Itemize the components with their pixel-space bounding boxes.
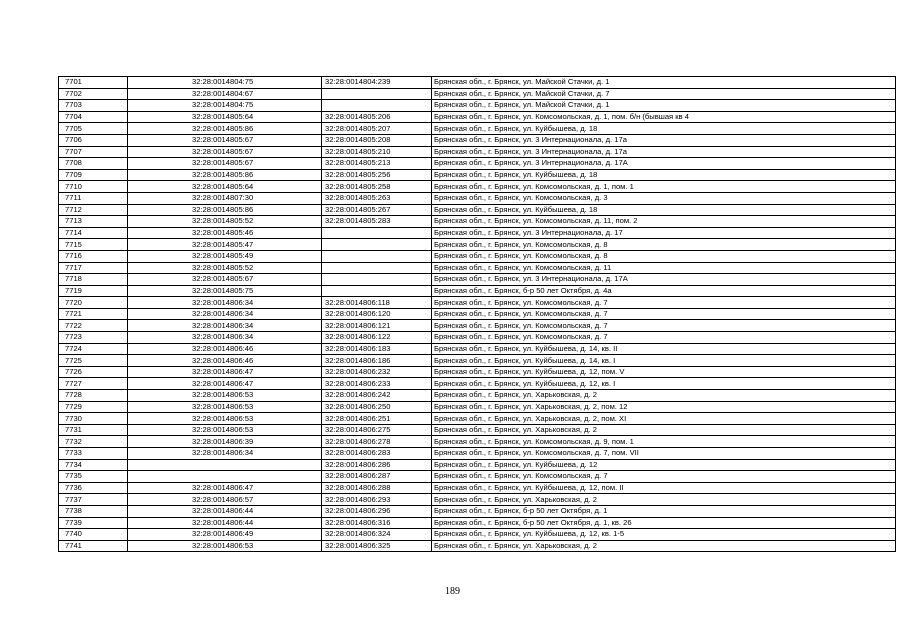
object-number-cell: 32:28:0014806:186: [322, 355, 432, 367]
parcel-number-cell: 32:28:0014806:53: [128, 390, 322, 402]
address-cell: Брянская обл., г. Брянск, ул. Харьковская, д. 2, пом. XI: [432, 413, 896, 425]
row-number-cell: 7716: [59, 250, 128, 262]
address-cell: Брянская обл., г. Брянск, ул. Харьковская, д. 2: [432, 390, 896, 402]
address-cell: Брянская обл., г. Брянск, ул. Комсомольская, д. 11, пом. 2: [432, 216, 896, 228]
parcel-number-cell: [128, 459, 322, 471]
row-number-cell: 7733: [59, 448, 128, 460]
parcel-number-cell: 32:28:0014806:47: [128, 378, 322, 390]
address-cell: Брянская обл., г. Брянск, ул. Куйбышева, д. 18: [432, 204, 896, 216]
object-number-cell: 32:28:0014806:120: [322, 308, 432, 320]
row-number-cell: 7735: [59, 471, 128, 483]
object-number-cell: 32:28:0014806:278: [322, 436, 432, 448]
object-number-cell: 32:28:0014806:232: [322, 366, 432, 378]
object-number-cell: 32:28:0014806:242: [322, 390, 432, 402]
table-row: [59, 494, 896, 506]
table-row: [59, 517, 896, 529]
address-cell: Брянская обл., г. Брянск, ул. Комсомольская, д. 7: [432, 308, 896, 320]
row-number-cell: 7717: [59, 262, 128, 274]
parcel-number-cell: 32:28:0014806:46: [128, 355, 322, 367]
row-number-cell: 7712: [59, 204, 128, 216]
object-number-cell: 32:28:0014805:208: [322, 134, 432, 146]
address-cell: Брянская обл., г. Брянск, ул. Комсомольская, д. 8: [432, 250, 896, 262]
parcel-number-cell: 32:28:0014806:49: [128, 529, 322, 541]
object-number-cell: 32:28:0014806:121: [322, 320, 432, 332]
parcel-number-cell: 32:28:0014806:44: [128, 517, 322, 529]
row-number-cell: 7702: [59, 88, 128, 100]
parcel-number-cell: 32:28:0014806:53: [128, 540, 322, 552]
object-number-cell: 32:28:0014806:287: [322, 471, 432, 483]
row-number-cell: 7715: [59, 239, 128, 251]
object-number-cell: 32:28:0014805:207: [322, 123, 432, 135]
address-cell: Брянская обл., г. Брянск, ул. 3 Интернационала, д. 17а: [432, 146, 896, 158]
address-cell: Брянская обл., г. Брянск, ул. Харьковская, д. 2: [432, 494, 896, 506]
address-cell: Брянская обл., г. Брянск, ул. Харьковская, д. 2: [432, 424, 896, 436]
object-number-cell: 32:28:0014806:286: [322, 459, 432, 471]
row-number-cell: 7701: [59, 77, 128, 89]
row-number-cell: 7739: [59, 517, 128, 529]
address-cell: Брянская обл., г. Брянск, ул. Комсомольская, д. 7: [432, 471, 896, 483]
table-row: [59, 355, 896, 367]
row-number-cell: 7727: [59, 378, 128, 390]
parcel-number-cell: 32:28:0014807:30: [128, 192, 322, 204]
object-number-cell: 32:28:0014806:118: [322, 297, 432, 309]
row-number-cell: 7706: [59, 134, 128, 146]
table-row: [59, 146, 896, 158]
table-row: [59, 390, 896, 402]
table-row: [59, 320, 896, 332]
parcel-number-cell: 32:28:0014806:47: [128, 366, 322, 378]
row-number-cell: 7714: [59, 227, 128, 239]
row-number-cell: 7738: [59, 505, 128, 517]
object-number-cell: 32:28:0014806:288: [322, 482, 432, 494]
table-row: [59, 216, 896, 228]
object-number-cell: 32:28:0014806:324: [322, 529, 432, 541]
parcel-number-cell: 32:28:0014805:52: [128, 216, 322, 228]
table-row: [59, 378, 896, 390]
table-row: [59, 100, 896, 112]
address-cell: Брянская обл., г. Брянск, ул. Комсомольская, д. 7: [432, 297, 896, 309]
object-number-cell: 32:28:0014806:296: [322, 505, 432, 517]
object-number-cell: [322, 227, 432, 239]
table-row: [59, 169, 896, 181]
table-row: [59, 274, 896, 286]
parcel-number-cell: 32:28:0014806:46: [128, 343, 322, 355]
row-number-cell: 7729: [59, 401, 128, 413]
property-registry-table: [58, 76, 896, 552]
address-cell: Брянская обл., г. Брянск, ул. Куйбышева, д. 12: [432, 459, 896, 471]
row-number-cell: 7710: [59, 181, 128, 193]
address-cell: Брянская обл., г. Брянск, ул. Комсомольская, д. 11: [432, 262, 896, 274]
row-number-cell: 7720: [59, 297, 128, 309]
table-row: [59, 471, 896, 483]
object-number-cell: 32:28:0014805:213: [322, 158, 432, 170]
object-number-cell: 32:28:0014805:256: [322, 169, 432, 181]
row-number-cell: 7722: [59, 320, 128, 332]
table-row: [59, 111, 896, 123]
parcel-number-cell: [128, 471, 322, 483]
object-number-cell: 32:28:0014805:267: [322, 204, 432, 216]
parcel-number-cell: 32:28:0014806:34: [128, 320, 322, 332]
address-cell: Брянская обл., г. Брянск, ул. Куйбышева, д. 12, кв. I: [432, 378, 896, 390]
object-number-cell: [322, 239, 432, 251]
row-number-cell: 7718: [59, 274, 128, 286]
address-cell: Брянская обл., г. Брянск, ул. Куйбышева, д. 14, кв. II: [432, 343, 896, 355]
row-number-cell: 7723: [59, 332, 128, 344]
parcel-number-cell: 32:28:0014806:47: [128, 482, 322, 494]
parcel-number-cell: 32:28:0014805:64: [128, 111, 322, 123]
table-row: [59, 413, 896, 425]
address-cell: Брянская обл., г. Брянск, ул. Комсомольская, д. 9, пом. 1: [432, 436, 896, 448]
row-number-cell: 7713: [59, 216, 128, 228]
object-number-cell: [322, 100, 432, 112]
table-row: [59, 308, 896, 320]
table-row: [59, 250, 896, 262]
address-cell: Брянская обл., г. Брянск, ул. 3 Интернационала, д. 17: [432, 227, 896, 239]
address-cell: Брянская обл., г. Брянск, ул. Комсомольская, д. 1, пом. б/н (бывшая кв 4: [432, 111, 896, 123]
row-number-cell: 7734: [59, 459, 128, 471]
table-row: [59, 262, 896, 274]
parcel-number-cell: 32:28:0014806:44: [128, 505, 322, 517]
table-row: [59, 297, 896, 309]
object-number-cell: [322, 250, 432, 262]
row-number-cell: 7732: [59, 436, 128, 448]
row-number-cell: 7728: [59, 390, 128, 402]
page-number: 189: [445, 586, 460, 597]
row-number-cell: 7725: [59, 355, 128, 367]
table-row: [59, 77, 896, 89]
parcel-number-cell: 32:28:0014805:75: [128, 285, 322, 297]
row-number-cell: 7726: [59, 366, 128, 378]
object-number-cell: 32:28:0014806:250: [322, 401, 432, 413]
table-row: [59, 204, 896, 216]
row-number-cell: 7730: [59, 413, 128, 425]
address-cell: Брянская обл., г. Брянск, ул. Комсомольская, д. 7, пом. VII: [432, 448, 896, 460]
address-cell: Брянская обл., г. Брянск, ул. Куйбышева, д. 12, пом. II: [432, 482, 896, 494]
object-number-cell: 32:28:0014806:283: [322, 448, 432, 460]
address-cell: Брянская обл., г. Брянск, ул. 3 Интернационала, д. 17А: [432, 274, 896, 286]
object-number-cell: 32:28:0014804:239: [322, 77, 432, 89]
row-number-cell: 7737: [59, 494, 128, 506]
table-row: [59, 332, 896, 344]
row-number-cell: 7741: [59, 540, 128, 552]
row-number-cell: 7704: [59, 111, 128, 123]
row-number-cell: 7709: [59, 169, 128, 181]
parcel-number-cell: 32:28:0014806:53: [128, 401, 322, 413]
address-cell: Брянская обл., г. Брянск, ул. Комсомольская, д. 3: [432, 192, 896, 204]
parcel-number-cell: 32:28:0014806:34: [128, 297, 322, 309]
parcel-number-cell: 32:28:0014805:67: [128, 134, 322, 146]
object-number-cell: 32:28:0014806:183: [322, 343, 432, 355]
address-cell: Брянская обл., г. Брянск, ул. Куйбышева, д. 12, пом. V: [432, 366, 896, 378]
parcel-number-cell: 32:28:0014805:49: [128, 250, 322, 262]
table-row: [59, 448, 896, 460]
table-row: [59, 285, 896, 297]
object-number-cell: 32:28:0014806:251: [322, 413, 432, 425]
address-cell: Брянская обл., г. Брянск, ул. Комсомольская, д. 1, пом. 1: [432, 181, 896, 193]
parcel-number-cell: 32:28:0014806:57: [128, 494, 322, 506]
parcel-number-cell: 32:28:0014806:34: [128, 332, 322, 344]
table-row: [59, 123, 896, 135]
row-number-cell: 7740: [59, 529, 128, 541]
address-cell: Брянская обл., г. Брянск, ул. Куйбышева, д. 18: [432, 169, 896, 181]
object-number-cell: 32:28:0014806:316: [322, 517, 432, 529]
address-cell: Брянская обл., г. Брянск, ул. Майской Стачки, д. 7: [432, 88, 896, 100]
object-number-cell: 32:28:0014805:263: [322, 192, 432, 204]
table-row: [59, 529, 896, 541]
object-number-cell: [322, 274, 432, 286]
row-number-cell: 7736: [59, 482, 128, 494]
parcel-number-cell: 32:28:0014804:67: [128, 88, 322, 100]
row-number-cell: 7705: [59, 123, 128, 135]
address-cell: Брянская обл., г. Брянск, ул. 3 Интернационала, д. 17а: [432, 134, 896, 146]
parcel-number-cell: 32:28:0014806:53: [128, 413, 322, 425]
parcel-number-cell: 32:28:0014804:75: [128, 100, 322, 112]
parcel-number-cell: 32:28:0014805:86: [128, 204, 322, 216]
table-row: [59, 343, 896, 355]
address-cell: Брянская обл., г. Брянск, ул. 3 Интернационала, д. 17А: [432, 158, 896, 170]
address-cell: Брянская обл., г. Брянск, ул. Комсомольская, д. 7: [432, 320, 896, 332]
row-number-cell: 7721: [59, 308, 128, 320]
parcel-number-cell: 32:28:0014805:52: [128, 262, 322, 274]
address-cell: Брянская обл., г. Брянск, ул. Комсомольская, д. 8: [432, 239, 896, 251]
row-number-cell: 7711: [59, 192, 128, 204]
address-cell: Брянская обл., г. Брянск, ул. Куйбышева, д. 14, кв. I: [432, 355, 896, 367]
parcel-number-cell: 32:28:0014806:39: [128, 436, 322, 448]
row-number-cell: 7708: [59, 158, 128, 170]
row-number-cell: 7731: [59, 424, 128, 436]
parcel-number-cell: 32:28:0014805:46: [128, 227, 322, 239]
parcel-number-cell: 32:28:0014805:64: [128, 181, 322, 193]
address-cell: Брянская обл., г. Брянск, ул. Комсомольская, д. 7: [432, 332, 896, 344]
address-cell: Брянская обл., г. Брянск, ул. Харьковская, д. 2, пом. 12: [432, 401, 896, 413]
table-row: [59, 192, 896, 204]
object-number-cell: [322, 88, 432, 100]
registry-table-body: [59, 77, 896, 552]
table-row: [59, 158, 896, 170]
parcel-number-cell: 32:28:0014805:67: [128, 274, 322, 286]
address-cell: Брянская обл., г. Брянск, б-р 50 лет Октября, д. 1, кв. 26: [432, 517, 896, 529]
row-number-cell: 7703: [59, 100, 128, 112]
table-row: [59, 181, 896, 193]
parcel-number-cell: 32:28:0014805:67: [128, 146, 322, 158]
parcel-number-cell: 32:28:0014805:86: [128, 169, 322, 181]
address-cell: Брянская обл., г. Брянск, ул. Куйбышева, д. 12, кв. 1-5: [432, 529, 896, 541]
table-row: [59, 88, 896, 100]
address-cell: Брянская обл., г. Брянск, ул. Майской Стачки, д. 1: [432, 77, 896, 89]
parcel-number-cell: 32:28:0014805:67: [128, 158, 322, 170]
parcel-number-cell: 32:28:0014804:75: [128, 77, 322, 89]
table-row: [59, 540, 896, 552]
object-number-cell: 32:28:0014805:206: [322, 111, 432, 123]
object-number-cell: 32:28:0014806:325: [322, 540, 432, 552]
address-cell: Брянская обл., г. Брянск, б-р 50 лет Октября, д. 4а: [432, 285, 896, 297]
row-number-cell: 7724: [59, 343, 128, 355]
table-row: [59, 424, 896, 436]
table-row: [59, 482, 896, 494]
parcel-number-cell: 32:28:0014806:53: [128, 424, 322, 436]
table-row: [59, 239, 896, 251]
object-number-cell: 32:28:0014805:258: [322, 181, 432, 193]
address-cell: Брянская обл., г. Брянск, ул. Харьковская, д. 2: [432, 540, 896, 552]
parcel-number-cell: 32:28:0014805:47: [128, 239, 322, 251]
object-number-cell: 32:28:0014805:210: [322, 146, 432, 158]
table-row: [59, 459, 896, 471]
address-cell: Брянская обл., г. Брянск, ул. Куйбышева, д. 18: [432, 123, 896, 135]
object-number-cell: 32:28:0014806:233: [322, 378, 432, 390]
parcel-number-cell: 32:28:0014805:86: [128, 123, 322, 135]
address-cell: Брянская обл., г. Брянск, б-р 50 лет Октября, д. 1: [432, 505, 896, 517]
parcel-number-cell: 32:28:0014806:34: [128, 308, 322, 320]
object-number-cell: 32:28:0014806:293: [322, 494, 432, 506]
table-row: [59, 134, 896, 146]
row-number-cell: 7719: [59, 285, 128, 297]
table-row: [59, 505, 896, 517]
table-row: [59, 366, 896, 378]
object-number-cell: 32:28:0014805:283: [322, 216, 432, 228]
object-number-cell: 32:28:0014806:122: [322, 332, 432, 344]
address-cell: Брянская обл., г. Брянск, ул. Майской Стачки, д. 1: [432, 100, 896, 112]
parcel-number-cell: 32:28:0014806:34: [128, 448, 322, 460]
object-number-cell: [322, 285, 432, 297]
row-number-cell: 7707: [59, 146, 128, 158]
table-row: [59, 401, 896, 413]
object-number-cell: 32:28:0014806:275: [322, 424, 432, 436]
object-number-cell: [322, 262, 432, 274]
table-row: [59, 436, 896, 448]
table-row: [59, 227, 896, 239]
